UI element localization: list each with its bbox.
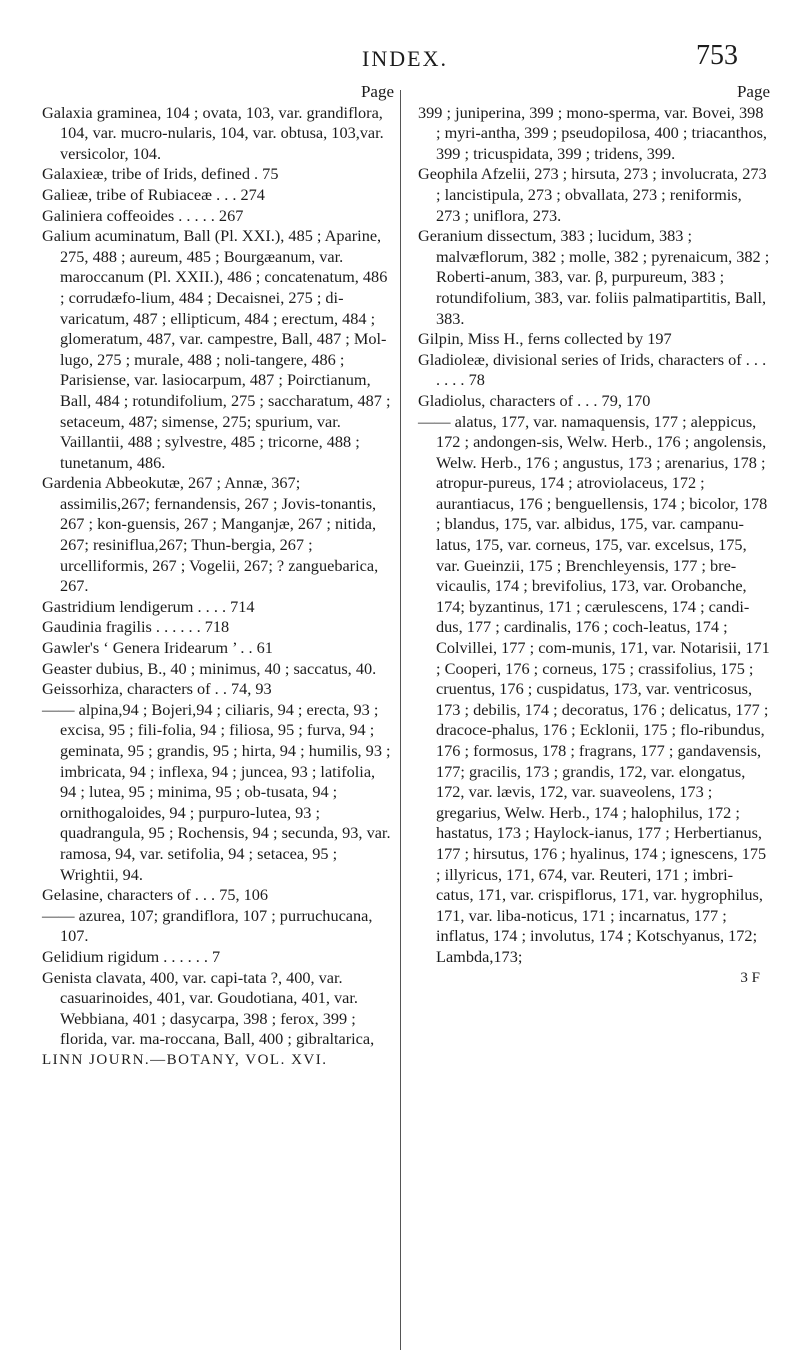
left-column [42,82,394,1071]
index-entry: Galaxieæ, tribe of Irids, defined . 75 [42,164,279,184]
running-title: INDEX. [362,46,448,71]
index-entry: Geophila Afzelii, 273 ; hirsuta, 273 ; involucrata, 273 ; lancistipula, 273 ; obvallata, 273 ; reniformis, 273 ; uniflora, 273. [418,164,767,225]
index-entry: Galieæ, tribe of Rubiaceæ . . . 274 [42,184,265,204]
journal-footer: LINN JOURN.—BOTANY, VOL. XVI. [42,1051,328,1068]
column-divider [400,90,401,1350]
page-header [60,32,750,71]
index-entry: Gladioleæ, divisional series of Irids, characters of . . . . . . . 78 [418,349,767,390]
index-entry: —— azurea, 107; grandiflora, 107 ; purruchucana, 107. [42,905,373,946]
index-entry: Gardenia Abbeokutæ, 267 ; Annæ, 367; assimilis,267; fernandensis, 267 ; Jovis-tonantis, 267 ; kon-guensis, 267 ; Manganjæ, 267 ; nitida, 267; resiniflua,267; Thun-bergia, 267 ; urcelliformis, 267 ; Vogelii, 267; ? zanguebarica, 267. [42,473,379,596]
page-column-label: Page [736,82,770,101]
index-entry: Gawler's ‘ Genera Iridearum ’ . . 61 [42,638,273,658]
index-entry: Genista clavata, 400, var. capi-tata ?, 400, var. casuarinoides, 401, var. Goudotiana, 401, var. Webbiana, 401 ; dasycarpa, 398 ; ferox, 399 ; florida, var. ma-roccana, Ball, 400 ; gibraltarica, [42,967,375,1049]
index-entry: Gelasine, characters of . . . 75, 106 [42,885,269,905]
index-entry: Gaudinia fragilis . . . . . . 718 [42,617,230,637]
index-entry: Galaxia graminea, 104 ; ovata, 103, var. grandiflora, 104, var. mucro-nularis, 104, var. obtusa, 103,var. versicolor, 104. [42,102,384,163]
index-entry: Geranium dissectum, 383 ; lucidum, 383 ; malvæflorum, 382 ; molle, 382 ; pyrenaicum, 382 ; Roberti-anum, 383, var. β, purpureum, 383 ; rotundifolium, 383, var. foliis palmatipartitis, Ball, 383. [418,226,770,328]
index-entry: Gilpin, Miss H., ferns collected by 197 [418,329,672,349]
index-entry: —— alatus, 177, var. namaquensis, 177 ; aleppicus, 172 ; andongen-sis, Welw. Herb., 176 ; angolensis, Welw. Herb., 176 ; angustus, 173 ; arenarius, 178 ; atropur-pureus, 174 ; atroviolaceus, 172 ; aurantiacus, 176 ; benguellensis, 174 ; bicolor, 178 ; blandus, 175, var. albidus, 175, var. campanu-latus, 175, var. corneus, 175, var. excelsus, 175, var. Gueinzii, 175 ; Brenchleyensis, 177 ; bre-vicaulis, 174 ; brevifolius, 173, var. Orobanche, 174; byzantinus, 171 ; cærulescens, 174 ; candi-dus, 177 ; cardinalis, 176 ; coch-leatus, 174 ; Colvillei, 177 ; com-munis, 171, var. Notarisii, 171 ; Cooperi, 176 ; corneus, 175 ; crassifolius, 175 ; cruentus, 176 ; cuspidatus, 173, var. ventricosus, 173 ; debilis, 174 ; decoratus, 176 ; delicatus, 177 ; dracoce-phalus, 176 ; Ecklonii, 175 ; flo-ribundus, 176 ; formosus, 178 ; fragrans, 177 ; gandavensis, 177; gracilis, 173 ; grandis, 172, var. elongatus, 172, var. lævis, 172, var. suaveolens, 173 ; gregarius, Welw. Herb., 174 ; halophilus, 172 ; hastatus, 173 ; Haylock-ianus, 177 ; Herbertianus, 177 ; hirsutus, 176 ; hyalinus, 174 ; ignescens, 175 ; illyricus, 171, 674, var. Reuteri, 171 ; imbri-catus, 171, var. crispiflorus, 171, var. hygrophilus, 171, var. liba-noticus, 171 ; incarnatus, 177 ; inflatus, 174 ; involutus, 174 ; Kotschyanus, 172; Lambda,173; [418,411,770,966]
page-number: 753 [696,40,738,71]
index-entry: Galiniera coffeoides . . . . . 267 [42,205,244,225]
index-entry: Galium acuminatum, Ball (Pl. XXI.), 485 ; Aparine, 275, 488 ; aureum, 485 ; Bourgæanum, var. maroccanum (Pl. XXII.), 486 ; concatenatum, 486 ; corrudæfo-lium, 484 ; Decaisnei, 275 ; di-varicatum, 487 ; ellipticum, 484 ; erectum, 484 ; glomeratum, 487, var. campestre, Ball, 487 ; Mol-lugo, 275 ; murale, 488 ; noli-tangere, 486 ; Parisiense, var. lasiocarpum, 487 ; Poirctianum, Ball, 484 ; rotundifolium, 275 ; saccharatum, 487 ; setaceum, 487; simense, 275; spurium, var. Vaillantii, 488 ; sylvestre, 485 ; tricorne, 488 ; tunetanum, 486. [42,226,391,472]
right-column [418,82,770,988]
index-entry: Gladiolus, characters of . . . 79, 170 [418,390,651,410]
index-entry: 399 ; juniperina, 399 ; mono-sperma, var. Bovei, 398 ; myri-antha, 399 ; pseudopilosa, 400 ; triacanthos, 399 ; tricuspidata, 399 ; tridens, 399. [418,102,767,163]
index-entry: Geissorhiza, characters of . . 74, 93 [42,679,272,699]
signature-mark: 3 F [740,969,760,986]
index-entry: Gastridium lendigerum . . . . 714 [42,596,255,616]
index-entry: —— alpina,94 ; Bojeri,94 ; ciliaris, 94 ; erecta, 93 ; excisa, 95 ; fili-folia, 94 ; filiosa, 95 ; furva, 94 ; geminata, 95 ; grandis, 95 ; hirta, 94 ; humilis, 93 ; imbricata, 94 ; inflexa, 94 ; juncea, 93 ; latifolia, 94 ; lutea, 95 ; minima, 95 ; ob-tusata, 94 ; ornithogaloides, 94 ; purpuro-lutea, 93 ; quadrangula, 95 ; Rochensis, 94 ; secunda, 93, var. ramosa, 94, var. setifolia, 94 ; setacea, 95 ; Wrightii, 94. [42,699,391,884]
index-entry: Geaster dubius, B., 40 ; minimus, 40 ; saccatus, 40. [42,658,377,678]
page-column-label: Page [360,82,394,101]
index-entry: Gelidium rigidum . . . . . . 7 [42,946,221,966]
